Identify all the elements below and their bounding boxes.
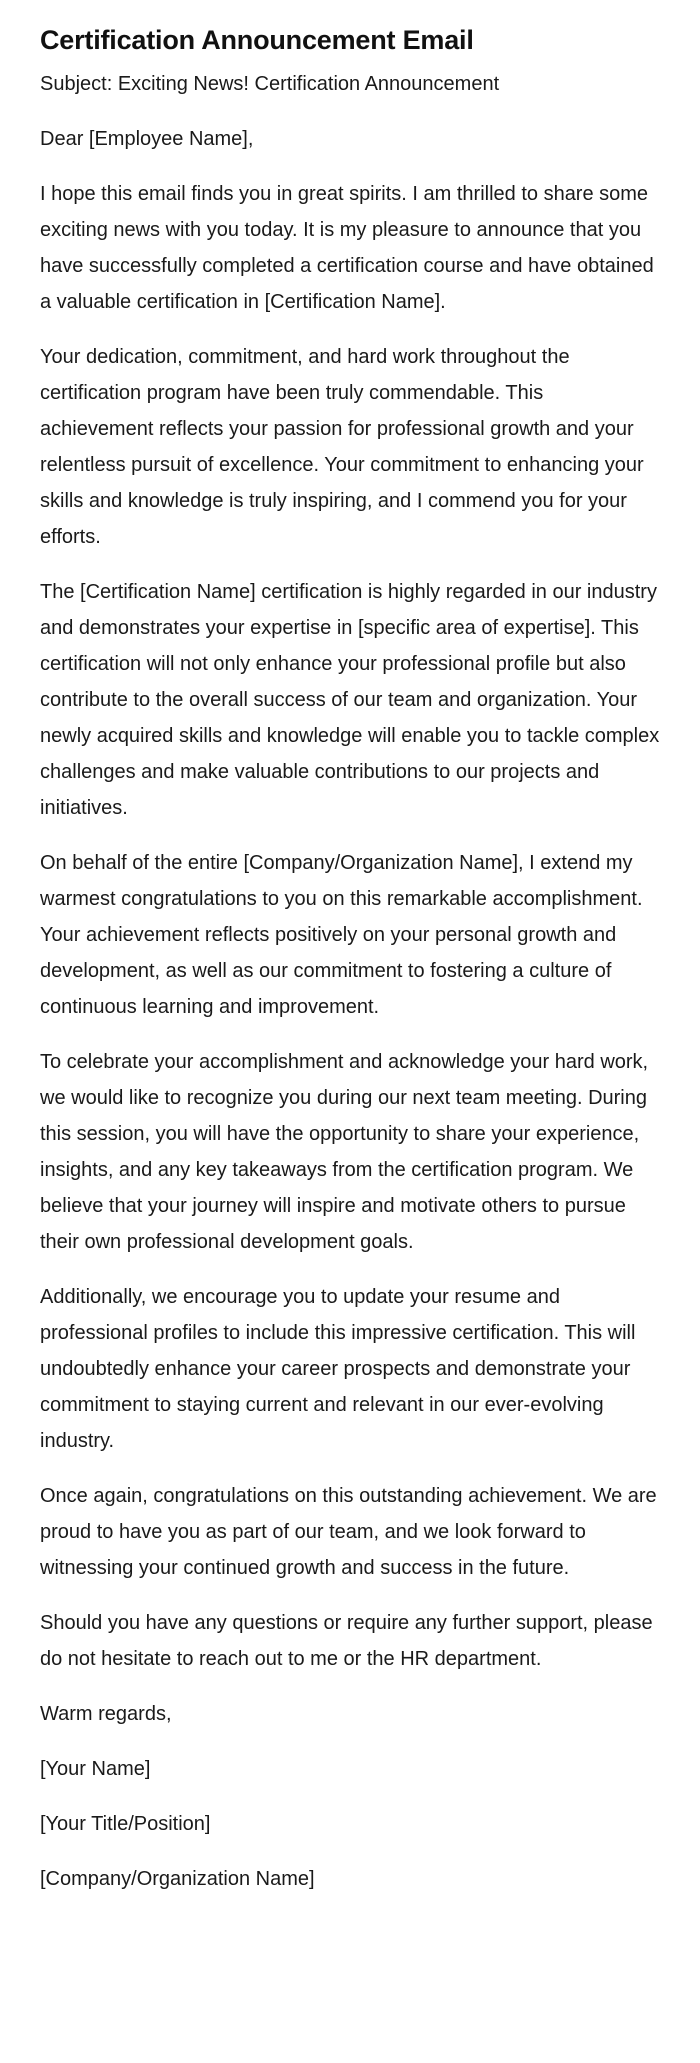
body-paragraph-again: Once again, congratulations on this outstanding achievement. We are proud to have you as part of our team, and we look forward to witnessing your continued growth and success in the future.	[40, 1485, 657, 1579]
body-paragraph-dedication: Your dedication, commitment, and hard work throughout the certification program have been truly commendable. This achievement reflects your passion for professional growth and your relentless pursuit of excellence. Your commitment to enhancing your skills and knowledge is truly inspiring, and I commend you for your efforts.	[40, 346, 644, 548]
body-paragraph-support: Should you have any questions or require any further support, please do not hesitate to reach out to me or the HR department.	[40, 1612, 653, 1670]
email-greeting: Dear [Employee Name],	[40, 128, 254, 150]
signature-name: [Your Name]	[40, 1758, 151, 1780]
body-paragraph-intro: I hope this email finds you in great spirits. I am thrilled to share some exciting news with you today. It is my pleasure to announce that you have successfully completed a certification course and have obtained a valuable certification in [Certification Name].	[40, 183, 654, 313]
signature-title: [Your Title/Position]	[40, 1813, 211, 1835]
body-paragraph-resume: Additionally, we encourage you to update your resume and professional profiles to include this impressive certification. This will undoubtedly enhance your career prospects and demonstrate your commitment to staying current and relevant in our ever-evolving industry.	[40, 1286, 636, 1452]
document-title: Certification Announcement Email	[40, 25, 474, 55]
email-subject: Subject: Exciting News! Certification Announcement	[40, 73, 500, 95]
email-closing: Warm regards,	[40, 1703, 172, 1725]
signature-company: [Company/Organization Name]	[40, 1868, 315, 1890]
body-paragraph-congratulations: On behalf of the entire [Company/Organization Name], I extend my warmest congratulations to you on this remarkable accomplishment. Your achievement reflects positively on your personal growth and development, as well as our commitment to fostering a culture of continuous learning and improvement.	[40, 852, 643, 1018]
body-paragraph-celebration: To celebrate your accomplishment and acknowledge your hard work, we would like to recognize you during our next team meeting. During this session, you will have the opportunity to share your experience, insights, and any key takeaways from the certification program. We believe that your journey will inspire and motivate others to pursue their own professional development goals.	[40, 1051, 649, 1253]
body-paragraph-certification-value: The [Certification Name] certification is highly regarded in our industry and demonstrates your expertise in [specific area of expertise]. This certification will not only enhance your professional profile but also contribute to the overall success of our team and organization. Your newly acquired skills and knowledge will enable you to tackle complex challenges and make valuable contributions to our projects and initiatives.	[40, 581, 660, 819]
